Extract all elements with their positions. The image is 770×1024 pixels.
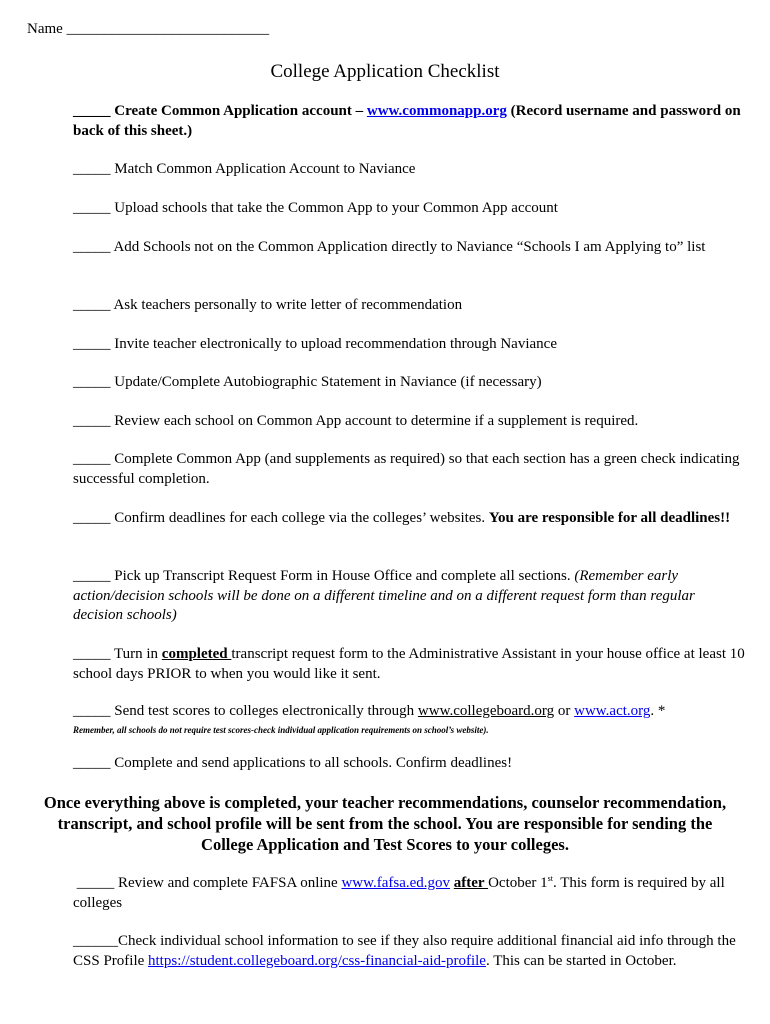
checkbox-blank[interactable]: _____: [73, 568, 111, 584]
checkbox-blank[interactable]: _____: [73, 755, 111, 771]
checklist-item-add-schools: _____ Add Schools not on the Common Application directly to Naviance “Schools I am Applying to” list: [73, 239, 706, 255]
checklist-item-upload-schools: _____ Upload schools that take the Common App to your Common App account: [73, 200, 558, 216]
checklist-item-autobiographic: _____ Update/Complete Autobiographic Statement in Naviance (if necessary): [73, 374, 542, 390]
summary-statement: Once everything above is completed, your teacher recommendations, counselor recommendation, transcript, and school profile will be sent from the school. You are responsible for sending the College Application and Test Scores to your colleges.: [43, 793, 727, 854]
checklist-item-confirm-deadlines: _____ Confirm deadlines for each college via the colleges’ websites. You are responsible for all deadlines!!: [73, 510, 731, 526]
commonapp-link[interactable]: www.commonapp.org: [366, 103, 507, 119]
checklist-item-css-profile: ______Check individual school information to see if they also require additional financial aid info through the CSS Profile https://student.collegeboard.org/css-financial-aid-profile. This can be started in October.: [73, 933, 736, 969]
name-line: Name ___________________________: [27, 21, 270, 37]
checklist-item-fafsa: _____ Review and complete FAFSA online www.fafsa.ed.gov after October 1st. This form is required by all colleges: [73, 874, 725, 911]
checklist-item-match-naviance: _____ Match Common Application Account to Naviance: [73, 161, 416, 177]
checkbox-blank[interactable]: _____: [73, 703, 111, 719]
checkbox-blank[interactable]: _____: [73, 103, 111, 119]
checkbox-blank[interactable]: _____: [73, 374, 111, 390]
checklist-item-send-applications: _____ Complete and send applications to all schools. Confirm deadlines!: [73, 755, 513, 771]
checkbox-blank[interactable]: _____: [73, 297, 111, 313]
checklist-item-transcript-form: _____ Pick up Transcript Request Form in House Office and complete all sections. (Remember early action/decision schools will be done on a different timeline and on a different request form than regular decision schools): [73, 568, 695, 623]
checkbox-blank[interactable]: _____: [73, 239, 111, 255]
checklist-item-turn-in-transcript: _____ Turn in completed transcript request form to the Administrative Assistant in your house office at least 10 school days PRIOR to when you would like it sent.: [73, 646, 745, 682]
checklist-item-invite-teacher: _____ Invite teacher electronically to upload recommendation through Naviance: [73, 336, 557, 352]
checkbox-blank[interactable]: _____: [73, 451, 111, 467]
css-profile-link[interactable]: https://student.collegeboard.org/css-financial-aid-profile: [148, 952, 486, 969]
collegeboard-link[interactable]: www.collegeboard.org: [417, 703, 555, 719]
act-link[interactable]: www.act.org: [574, 703, 651, 719]
checklist-item-complete-common-app: _____ Complete Common App (and supplements as required) so that each section has a green check indicating successful completion.: [73, 451, 740, 487]
page-title: College Application Checklist: [270, 61, 500, 82]
checkbox-blank[interactable]: _____: [76, 875, 115, 891]
checklist-item-test-scores: _____ Send test scores to colleges electronically through www.collegeboard.org or www.act.org. * Remember, all schools do not require test scores-check individual application requirements on school’s website).: [73, 702, 745, 736]
checklist-item-common-app-account: _____ Create Common Application account – www.commonapp.org (Record username and password on back of this sheet.): [73, 103, 741, 139]
checkbox-blank[interactable]: _____: [73, 161, 111, 177]
checkbox-blank[interactable]: _____: [73, 413, 111, 429]
checklist-item-ask-teachers: _____ Ask teachers personally to write letter of recommendation: [73, 297, 463, 313]
checklist-item-review-supplement: _____ Review each school on Common App account to determine if a supplement is required.: [73, 413, 639, 429]
checkbox-blank[interactable]: _____: [73, 200, 111, 216]
checkbox-blank[interactable]: _____: [73, 336, 111, 352]
checkbox-blank[interactable]: _____: [73, 510, 111, 526]
fafsa-link[interactable]: www.fafsa.ed.gov: [341, 875, 451, 891]
test-scores-note: Remember, all schools do not require test scores-check individual application requirements on school’s website).: [73, 724, 489, 735]
checkbox-blank[interactable]: ______: [73, 933, 118, 949]
checkbox-blank[interactable]: _____: [73, 646, 111, 662]
